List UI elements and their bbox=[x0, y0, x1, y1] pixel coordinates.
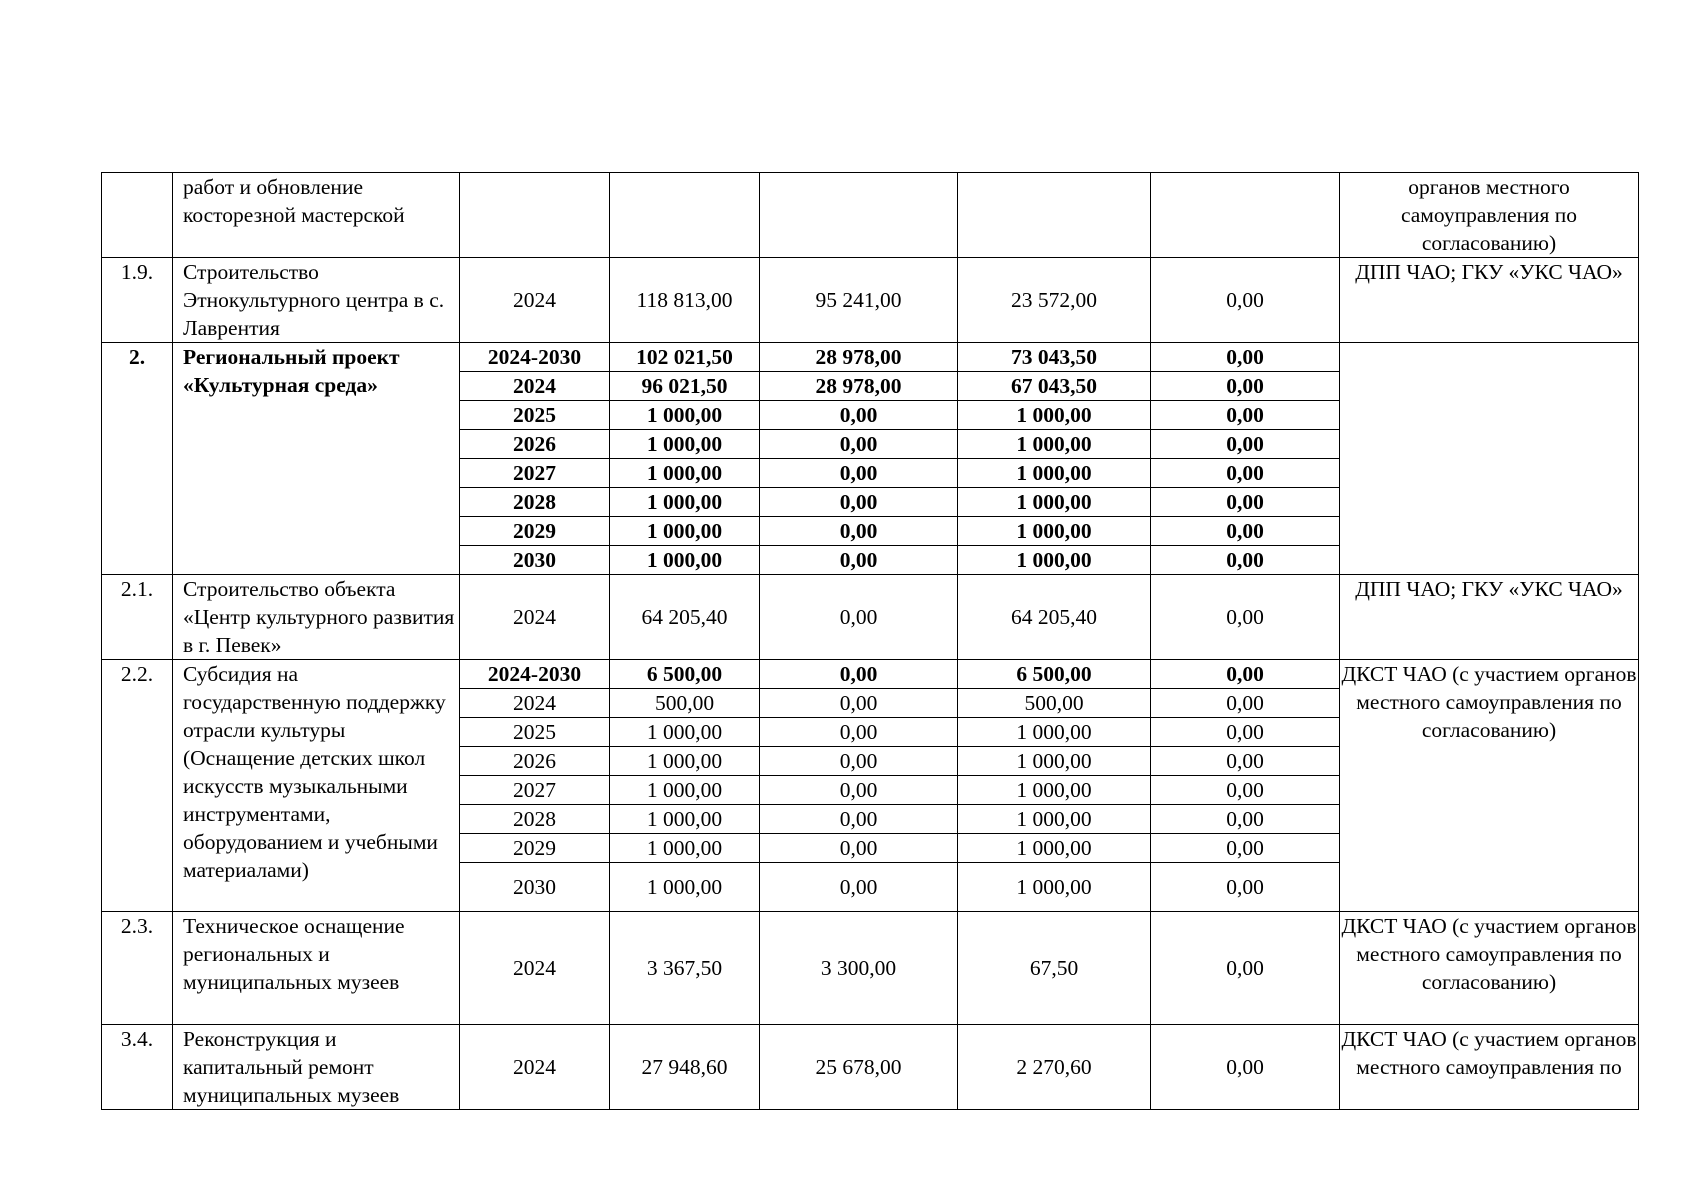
total-cell: 1 000,00 bbox=[610, 517, 760, 546]
row-number: 2.3. bbox=[102, 912, 173, 1025]
year-cell: 2024 bbox=[460, 912, 610, 1025]
year-cell: 2026 bbox=[460, 430, 610, 459]
total-cell: 1 000,00 bbox=[610, 718, 760, 747]
year-cell: 2027 bbox=[460, 459, 610, 488]
other-cell: 0,00 bbox=[1151, 258, 1340, 343]
table-row bbox=[102, 343, 1639, 372]
year-cell: 2024 bbox=[460, 689, 610, 718]
regional-cell: 1 000,00 bbox=[958, 805, 1151, 834]
regional-cell: 1 000,00 bbox=[958, 747, 1151, 776]
federal-cell: 0,00 bbox=[760, 401, 958, 430]
other-cell: 0,00 bbox=[1151, 718, 1340, 747]
row-number: 1.9. bbox=[102, 258, 173, 343]
total-cell: 1 000,00 bbox=[610, 834, 760, 863]
executor-cell: ДПП ЧАО; ГКУ «УКС ЧАО» bbox=[1340, 258, 1639, 343]
other-cell: 0,00 bbox=[1151, 747, 1340, 776]
total-cell: 1 000,00 bbox=[610, 488, 760, 517]
year-cell: 2024 bbox=[460, 258, 610, 343]
federal-cell: 0,00 bbox=[760, 863, 958, 912]
regional-cell: 1 000,00 bbox=[958, 776, 1151, 805]
federal-cell bbox=[760, 173, 958, 258]
other-cell: 0,00 bbox=[1151, 660, 1340, 689]
federal-cell: 0,00 bbox=[760, 488, 958, 517]
other-cell: 0,00 bbox=[1151, 689, 1340, 718]
other-cell bbox=[1151, 173, 1340, 258]
regional-cell: 2 270,60 bbox=[958, 1025, 1151, 1110]
regional-cell: 73 043,50 bbox=[958, 343, 1151, 372]
federal-cell: 0,00 bbox=[760, 747, 958, 776]
total-cell: 1 000,00 bbox=[610, 863, 760, 912]
total-cell: 1 000,00 bbox=[610, 776, 760, 805]
other-cell: 0,00 bbox=[1151, 912, 1340, 1025]
activity-name: Строительство объекта «Центр культурного развития в г. Певек» bbox=[173, 575, 460, 660]
row-number: 2.2. bbox=[102, 660, 173, 912]
total-cell: 1 000,00 bbox=[610, 805, 760, 834]
row-number: 2. bbox=[102, 343, 173, 575]
total-cell: 1 000,00 bbox=[610, 459, 760, 488]
total-cell: 96 021,50 bbox=[610, 372, 760, 401]
total-cell: 500,00 bbox=[610, 689, 760, 718]
other-cell: 0,00 bbox=[1151, 401, 1340, 430]
regional-cell bbox=[958, 173, 1151, 258]
regional-cell: 1 000,00 bbox=[958, 834, 1151, 863]
table-row bbox=[102, 258, 1639, 343]
total-cell: 1 000,00 bbox=[610, 430, 760, 459]
year-cell: 2027 bbox=[460, 776, 610, 805]
regional-cell: 23 572,00 bbox=[958, 258, 1151, 343]
row-number: 2.1. bbox=[102, 575, 173, 660]
regional-cell: 1 000,00 bbox=[958, 459, 1151, 488]
executor-cell: ДКСТ ЧАО (с участием органов местного самоуправления по bbox=[1340, 1025, 1639, 1110]
year-cell: 2029 bbox=[460, 517, 610, 546]
table-row bbox=[102, 173, 1639, 258]
activity-name: Региональный проект «Культурная среда» bbox=[173, 343, 460, 575]
federal-cell: 95 241,00 bbox=[760, 258, 958, 343]
table-row bbox=[102, 660, 1639, 689]
total-cell: 118 813,00 bbox=[610, 258, 760, 343]
other-cell: 0,00 bbox=[1151, 805, 1340, 834]
regional-cell: 1 000,00 bbox=[958, 401, 1151, 430]
total-cell: 6 500,00 bbox=[610, 660, 760, 689]
other-cell: 0,00 bbox=[1151, 517, 1340, 546]
federal-cell: 0,00 bbox=[760, 546, 958, 575]
total-cell: 102 021,50 bbox=[610, 343, 760, 372]
year-cell: 2030 bbox=[460, 546, 610, 575]
federal-cell: 0,00 bbox=[760, 834, 958, 863]
budget-table bbox=[101, 172, 1639, 1110]
other-cell: 0,00 bbox=[1151, 430, 1340, 459]
regional-cell: 6 500,00 bbox=[958, 660, 1151, 689]
other-cell: 0,00 bbox=[1151, 575, 1340, 660]
other-cell: 0,00 bbox=[1151, 343, 1340, 372]
federal-cell: 3 300,00 bbox=[760, 912, 958, 1025]
year-cell: 2025 bbox=[460, 401, 610, 430]
row-number: 3.4. bbox=[102, 1025, 173, 1110]
federal-cell: 28 978,00 bbox=[760, 343, 958, 372]
year-cell: 2024-2030 bbox=[460, 660, 610, 689]
activity-name: работ и обновление косторезной мастерской bbox=[173, 173, 460, 258]
row-number bbox=[102, 173, 173, 258]
federal-cell: 25 678,00 bbox=[760, 1025, 958, 1110]
federal-cell: 0,00 bbox=[760, 459, 958, 488]
year-cell: 2025 bbox=[460, 718, 610, 747]
other-cell: 0,00 bbox=[1151, 776, 1340, 805]
federal-cell: 0,00 bbox=[760, 517, 958, 546]
regional-cell: 67 043,50 bbox=[958, 372, 1151, 401]
federal-cell: 0,00 bbox=[760, 430, 958, 459]
total-cell bbox=[610, 173, 760, 258]
year-cell: 2029 bbox=[460, 834, 610, 863]
executor-cell: органов местного самоуправления по согласованию) bbox=[1340, 173, 1639, 258]
total-cell: 1 000,00 bbox=[610, 747, 760, 776]
federal-cell: 0,00 bbox=[760, 660, 958, 689]
year-cell: 2030 bbox=[460, 863, 610, 912]
year-cell: 2026 bbox=[460, 747, 610, 776]
total-cell: 27 948,60 bbox=[610, 1025, 760, 1110]
other-cell: 0,00 bbox=[1151, 459, 1340, 488]
other-cell: 0,00 bbox=[1151, 834, 1340, 863]
other-cell: 0,00 bbox=[1151, 863, 1340, 912]
other-cell: 0,00 bbox=[1151, 1025, 1340, 1110]
federal-cell: 0,00 bbox=[760, 575, 958, 660]
table-row bbox=[102, 575, 1639, 660]
other-cell: 0,00 bbox=[1151, 372, 1340, 401]
federal-cell: 0,00 bbox=[760, 805, 958, 834]
total-cell: 64 205,40 bbox=[610, 575, 760, 660]
regional-cell: 1 000,00 bbox=[958, 718, 1151, 747]
activity-name: Субсидия на государственную поддержку отрасли культуры (Оснащение детских школ искусств музыкальными инструментами, оборудованием и учебными материалами) bbox=[173, 660, 460, 912]
year-cell bbox=[460, 173, 610, 258]
year-cell: 2024 bbox=[460, 575, 610, 660]
table-row bbox=[102, 912, 1639, 1025]
total-cell: 1 000,00 bbox=[610, 546, 760, 575]
regional-cell: 1 000,00 bbox=[958, 546, 1151, 575]
regional-cell: 1 000,00 bbox=[958, 863, 1151, 912]
year-cell: 2024 bbox=[460, 372, 610, 401]
other-cell: 0,00 bbox=[1151, 546, 1340, 575]
regional-cell: 67,50 bbox=[958, 912, 1151, 1025]
federal-cell: 0,00 bbox=[760, 718, 958, 747]
regional-cell: 1 000,00 bbox=[958, 517, 1151, 546]
federal-cell: 0,00 bbox=[760, 689, 958, 718]
total-cell: 3 367,50 bbox=[610, 912, 760, 1025]
total-cell: 1 000,00 bbox=[610, 401, 760, 430]
year-cell: 2028 bbox=[460, 488, 610, 517]
regional-cell: 64 205,40 bbox=[958, 575, 1151, 660]
regional-cell: 500,00 bbox=[958, 689, 1151, 718]
table-row bbox=[102, 1025, 1639, 1110]
year-cell: 2024-2030 bbox=[460, 343, 610, 372]
activity-name: Реконструкция и капитальный ремонт муниципальных музеев bbox=[173, 1025, 460, 1110]
executor-cell: ДКСТ ЧАО (с участием органов местного самоуправления по согласованию) bbox=[1340, 660, 1639, 912]
regional-cell: 1 000,00 bbox=[958, 488, 1151, 517]
federal-cell: 0,00 bbox=[760, 776, 958, 805]
executor-cell bbox=[1340, 343, 1639, 575]
year-cell: 2028 bbox=[460, 805, 610, 834]
federal-cell: 28 978,00 bbox=[760, 372, 958, 401]
year-cell: 2024 bbox=[460, 1025, 610, 1110]
executor-cell: ДПП ЧАО; ГКУ «УКС ЧАО» bbox=[1340, 575, 1639, 660]
other-cell: 0,00 bbox=[1151, 488, 1340, 517]
regional-cell: 1 000,00 bbox=[958, 430, 1151, 459]
executor-cell: ДКСТ ЧАО (с участием органов местного самоуправления по согласованию) bbox=[1340, 912, 1639, 1025]
activity-name: Техническое оснащение региональных и муниципальных музеев bbox=[173, 912, 460, 1025]
activity-name: Строительство Этнокультурного центра в с. Лаврентия bbox=[173, 258, 460, 343]
